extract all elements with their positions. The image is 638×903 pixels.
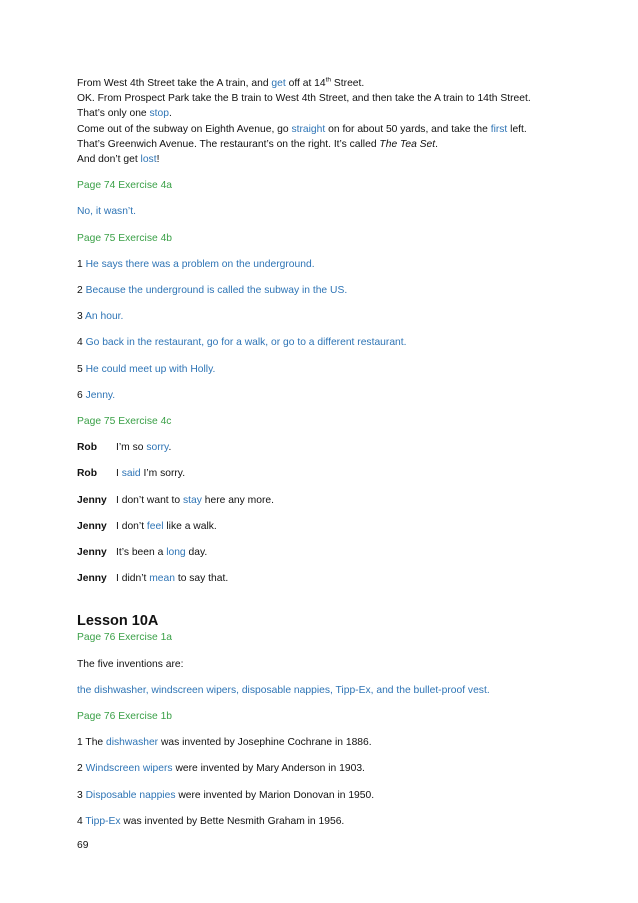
list-item: 1 The dishwasher was invented by Josephine Cochrane in 1886. <box>77 737 372 749</box>
dialog-row: Jenny I didn’t mean to say that. <box>77 571 577 586</box>
list-item: 2 Windscreen wipers were invented by Mary Anderson in 1903. <box>77 763 365 775</box>
list-item: 2 Because the underground is called the subway in the US. <box>77 285 348 297</box>
direction-line-5: That’s Greenwich Avenue. The restaurant’s on the right. It’s called The Tea Set. <box>77 138 439 150</box>
document-page <box>77 76 577 829</box>
answers-1b-list <box>77 724 577 829</box>
direction-line-6: And don’t get lost! <box>77 154 160 166</box>
intro-1a: The five inventions are: <box>77 658 184 670</box>
dialog-list <box>77 429 577 586</box>
page-number: 69 <box>77 840 89 851</box>
speaker-name: Jenny <box>77 573 107 585</box>
list-item: 3 An hour. <box>77 311 124 323</box>
speaker-name: Jenny <box>77 520 107 532</box>
answer-1a: the dishwasher, windscreen wipers, disposable nappies, Tipp-Ex, and the bullet-proof vest. <box>77 684 490 696</box>
route-directions <box>77 76 577 167</box>
list-item: 3 Disposable nappies were invented by Marion Donovan in 1950. <box>77 789 375 801</box>
dialog-row: Jenny I don’t want to stay here any more. <box>77 493 577 508</box>
direction-line-4: Come out of the subway on Eighth Avenue, go straight on for about 50 yards, and take the first left. <box>77 123 527 135</box>
answers-4b-list <box>77 246 577 403</box>
exercise-heading-1b: Page 76 Exercise 1b <box>77 711 173 723</box>
dialog-row: Rob I’m so sorry. <box>77 440 577 455</box>
speaker-name: Jenny <box>77 547 107 559</box>
list-item: 5 He could meet up with Holly. <box>77 363 216 375</box>
direction-line-2: OK. From Prospect Park take the B train to West 4th Street, and then take the A train to 14th Street. <box>77 93 531 105</box>
speaker-name: Rob <box>77 442 98 454</box>
list-item: 6 Jenny. <box>77 389 116 401</box>
exercise-heading-4b: Page 75 Exercise 4b <box>77 232 173 244</box>
lesson-title: Lesson 10A <box>77 613 159 630</box>
list-item: 4 Go back in the restaurant, go for a walk, or go to a different restaurant. <box>77 337 407 349</box>
dialog-row: Rob I said I’m sorry. <box>77 466 577 481</box>
list-item: 4 Tipp-Ex was invented by Bette Nesmith Graham in 1956. <box>77 815 345 827</box>
direction-line-1: From West 4th Street take the A train, and get off at 14th Street. <box>77 76 365 89</box>
list-item: 1 He says there was a problem on the underground. <box>77 258 315 270</box>
speaker-name: Jenny <box>77 494 107 506</box>
speaker-name: Rob <box>77 468 98 480</box>
exercise-heading-1a: Page 76 Exercise 1a <box>77 632 173 644</box>
direction-line-3: That’s only one stop. <box>77 108 172 120</box>
dialog-row: Jenny It’s been a long day. <box>77 545 577 560</box>
exercise-heading-4c: Page 75 Exercise 4c <box>77 416 172 428</box>
exercise-heading-4a: Page 74 Exercise 4a <box>77 180 173 192</box>
dialog-row: Jenny I don’t feel like a walk. <box>77 519 577 534</box>
answer-4a: No, it wasn’t. <box>77 206 136 218</box>
